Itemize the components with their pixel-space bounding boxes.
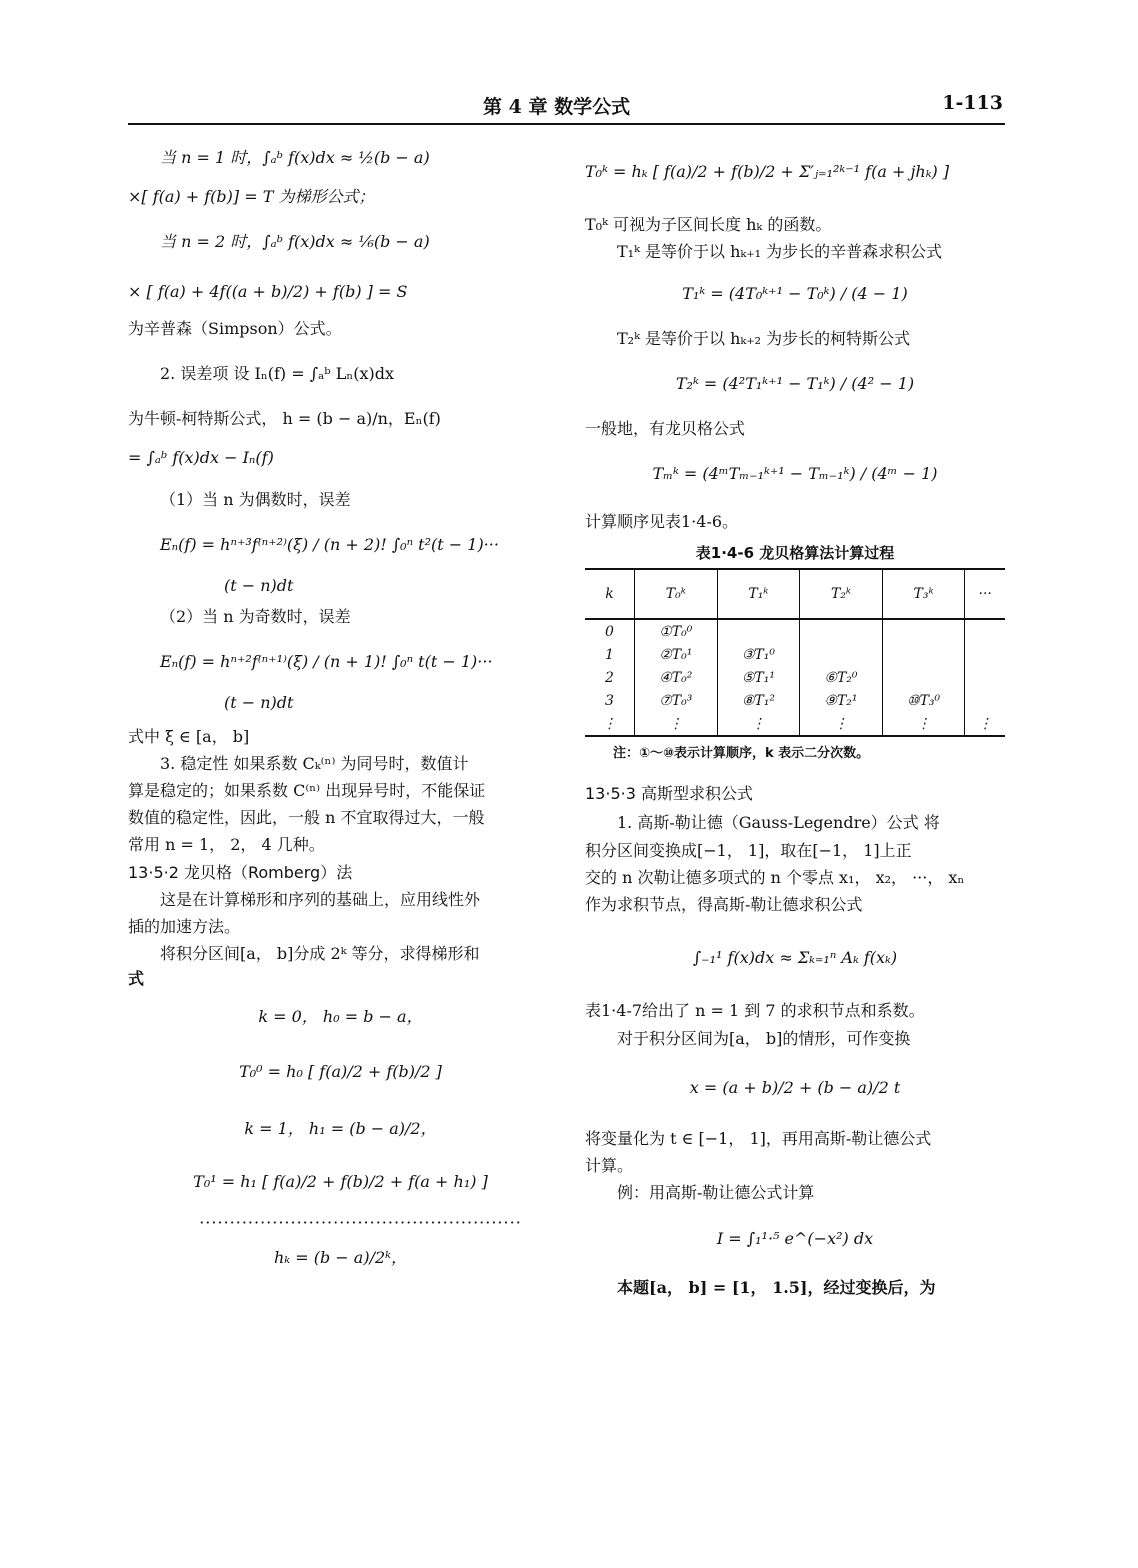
table-cell [965,643,1005,666]
gauss-legendre-1: 1. 高斯-勒让德（Gauss-Legendre）公式 将 [617,813,940,833]
table-cell: ⋮ [965,712,1005,736]
page-number: 1-113 [942,92,1003,114]
romberg-intro-3: 将积分区间[a， b]分成 2ᵏ 等分，求得梯形和 [160,944,480,964]
k1-definition: k = 1， h₁ = (b − a)/2， [244,1118,437,1138]
romberg-intro-4: 式 [128,969,145,989]
simpson-formula: × [ f(a) + 4f((a + b)/2) + f(b) ] = S [128,281,408,301]
table-header-cell: T₁ᵏ [717,569,800,619]
formula-n1: 当 n = 1 时，∫ₐᵇ f(x)dx ≈ ½(b − a) [160,148,430,167]
T01-formula: T₀¹ = h₁ [ f(a)/2 + f(b)/2 + f(a + h₁) ] [193,1172,488,1192]
section-13-5-2: 13·5·2 龙贝格（Romberg）法 [128,862,353,882]
odd-case: （2）当 n 为奇数时，误差 [160,607,351,627]
table-cell: ⋮ [800,712,883,736]
table-cell [965,689,1005,712]
table-cell: 1 [605,646,614,663]
example-setup: 本题[a， b] = [1， 1.5]，经过变换后，为 [617,1277,936,1297]
romberg-intro-1: 这是在计算梯形和序列的基础上，应用线性外 [160,889,481,909]
table-header-cell: ··· [965,569,1005,619]
even-error-formula: Eₙ(f) = hⁿ⁺³f⁽ⁿ⁺²⁾(ξ) / (n + 2)! ∫₀ⁿ t²(t − 1)··· [160,534,499,554]
table-cell: ⑧T₁² [717,689,800,712]
romberg-general: 一般地，有龙贝格公式 [585,419,746,439]
gauss-legendre-2: 积分区间变换成[−1， 1]，取在[−1， 1]上正 [585,840,912,860]
table-header-cell: T₂ᵏ [800,569,883,619]
table-cell [800,619,883,643]
table-cell: 3 [605,692,614,709]
table-header-cell: k [585,569,635,619]
table-cell: ⋮ [717,712,800,736]
T2k-formula: T₂ᵏ = (4²T₁ᵏ⁺¹ − T₁ᵏ) / (4² − 1) [675,373,915,393]
trapezoid-line: ×[ f(a) + f(b)] = T 为梯形公式； [128,187,375,207]
table-header-cell: T₀ᵏ [635,569,718,619]
gauss-legendre-3: 交的 n 次勒让德多项式的 n 个零点 x₁， x₂， ···， xₙ [585,867,965,887]
hk-definition: hₖ = (b − a)/2ᵏ， [274,1248,407,1268]
table-cell: ③T₁⁰ [717,643,800,666]
table-cell: 2 [605,669,614,686]
table-cell [882,666,965,689]
table-cell: 0 [605,623,614,640]
formula-n2: 当 n = 2 时，∫ₐᵇ f(x)dx ≈ ⅙(b − a) [160,232,430,252]
order-reference: 计算顺序见表1·4-6。 [585,511,739,531]
T1k-description: T₁ᵏ 是等价于以 hₖ₊₁ 为步长的辛普森求积公式 [617,242,943,262]
table-cell: ①T₀⁰ [635,619,718,643]
table-cell: ②T₀¹ [635,643,718,666]
table-cell [717,619,800,643]
table-row [585,666,1005,689]
table-cell: ⑩T₃⁰ [882,689,965,712]
transform-formula: x = (a + b)/2 + (b − a)/2 t [689,1077,901,1097]
table-header-row [585,569,1005,619]
error-term-heading: 2. 误差项 设 Iₙ(f) = ∫ₐᵇ Lₙ(x)dx [160,363,395,383]
T0k-note: T₀ᵏ 可视为子区间长度 hₖ 的函数。 [585,215,832,235]
even-error-tail: (t − n)dt [224,575,294,595]
example-integral: I = ∫₁¹·⁵ e^(−x²) dx [716,1228,874,1248]
romberg-intro-2: 插的加速方法。 [128,916,241,936]
T0k-formula: T₀ᵏ = hₖ [ f(a)/2 + f(b)/2 + Σ′ⱼ₌₁²ᵏ⁻¹ f(a + jhₖ) ] [585,162,950,181]
stability-line-4: 常用 n = 1， 2， 4 几种。 [128,835,325,855]
table-row [585,643,1005,666]
table-cell: ⑦T₀³ [635,689,718,712]
romberg-table [585,568,1005,737]
left-column [128,138,553,1270]
table-row [585,619,1005,643]
T2k-description: T₂ᵏ 是等价于以 hₖ₊₂ 为步长的柯特斯公式 [617,328,911,348]
table-cell [965,666,1005,689]
T1k-formula: T₁ᵏ = (4T₀ᵏ⁺¹ − T₀ᵏ) / (4 − 1) [682,283,908,303]
chapter-title: 第 4 章 数学公式 [483,96,631,118]
error-definition: = ∫ₐᵇ f(x)dx − Iₙ(f) [128,448,274,468]
table-cell: ⋮ [882,712,965,736]
table-147-reference: 表1·4-7给出了 n = 1 到 7 的求积节点和系数。 [585,1001,925,1021]
simpson-label: 为辛普森（Simpson）公式。 [128,318,342,338]
table-cell: ⑥T₂⁰ [800,666,883,689]
table-cell [882,643,965,666]
even-case: （1）当 n 为偶数时，误差 [160,489,351,509]
table-cell: ④T₀² [635,666,718,689]
odd-error-tail: (t − n)dt [224,693,294,713]
newton-cotes-line: 为牛顿-柯特斯公式， h = (b − a)/n，Eₙ(f) [128,409,441,429]
transform-line-2: 计算。 [585,1156,634,1176]
stability-line-1: 3. 稳定性 如果系数 Cₖ⁽ⁿ⁾ 为同号时，数值计 [160,753,469,773]
table-caption: 表1·4-6 龙贝格算法计算过程 [695,543,895,562]
stability-line-2: 算是稳定的；如果系数 C⁽ⁿ⁾ 出现异号时，不能保证 [128,781,486,800]
xi-range: 式中 ξ ∈ [a， b] [128,726,250,746]
odd-error-formula: Eₙ(f) = hⁿ⁺²f⁽ⁿ⁺¹⁾(ξ) / (n + 1)! ∫₀ⁿ t(t − 1)··· [160,652,493,672]
table-header-cell: T₃ᵏ [882,569,965,619]
table-cell: ⑨T₂¹ [800,689,883,712]
table-note: 注：①～⑩表示计算顺序，k 表示二分次数。 [613,746,870,762]
ellipsis-row: ····················································· [199,1213,522,1233]
table-cell [965,619,1005,643]
table-cell [882,619,965,643]
gauss-legendre-4: 作为求积节点，得高斯-勒让德求积公式 [585,895,863,915]
k0-definition: k = 0， h₀ = b − a， [258,1006,423,1026]
section-13-5-3: 13·5·3 高斯型求积公式 [585,784,753,804]
table-cell: ⑤T₁¹ [717,666,800,689]
stability-line-3: 数值的稳定性，因此，一般 n 不宜取得过大，一般 [128,808,485,828]
table-cell: ⋮ [585,712,635,736]
header-rule [128,123,1005,125]
page-header [128,92,1003,122]
right-column [585,138,1005,1299]
T00-formula: T₀⁰ = h₀ [ f(a)/2 + f(b)/2 ] [239,1061,442,1081]
transform-line-1: 将变量化为 t ∈ [−1， 1]，再用高斯-勒让德公式 [585,1128,932,1148]
transform-intro: 对于积分区间为[a， b]的情形，可作变换 [617,1028,911,1048]
gauss-legendre-formula: ∫₋₁¹ f(x)dx ≈ Σₖ₌₁ⁿ Aₖ f(xₖ) [692,948,898,968]
table-row [585,712,1005,736]
table-cell: ⋮ [635,712,718,736]
Tmk-formula: Tₘᵏ = (4ᵐTₘ₋₁ᵏ⁺¹ − Tₘ₋₁ᵏ) / (4ᵐ − 1) [652,464,938,484]
table-cell [800,643,883,666]
example-intro: 例：用高斯-勒让德公式计算 [617,1183,815,1203]
table-row [585,689,1005,712]
